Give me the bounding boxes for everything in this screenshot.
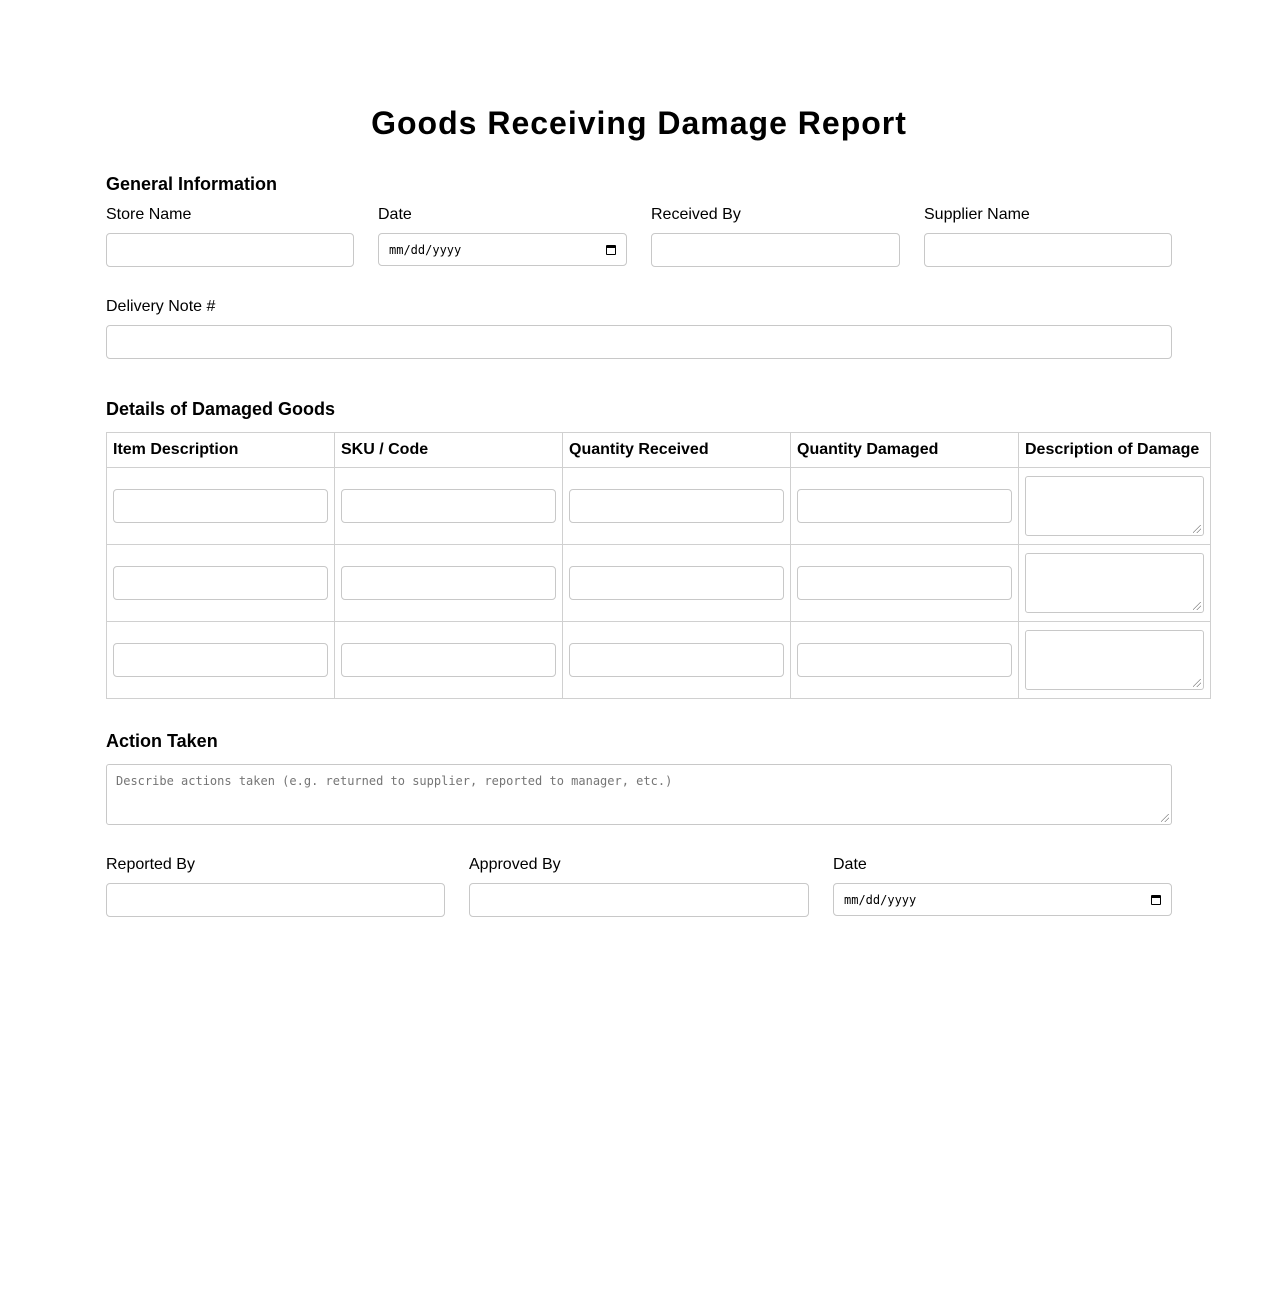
reported-by-field	[106, 855, 445, 875]
supplier-name-input[interactable]	[924, 233, 1172, 267]
store-name-field	[106, 205, 354, 225]
item-description-input[interactable]	[113, 566, 328, 600]
column-header-description-of-damage: Description of Damage	[1019, 433, 1211, 468]
delivery-note-field	[106, 297, 1172, 317]
table-cell	[791, 545, 1019, 622]
action-taken-placeholder: Describe actions taken (e.g. returned to supplier, reported to manager, etc.)	[116, 774, 673, 788]
table-cell	[563, 545, 791, 622]
calendar-icon[interactable]	[1151, 895, 1161, 905]
column-header-sku-code: SKU / Code	[335, 433, 563, 468]
reported-by-input[interactable]	[106, 883, 445, 917]
calendar-icon[interactable]	[606, 245, 616, 255]
table-row	[107, 545, 1211, 622]
table-cell	[335, 468, 563, 545]
damaged-goods-table	[106, 432, 1211, 699]
table-cell	[335, 545, 563, 622]
action-taken-heading: Action Taken	[106, 731, 218, 751]
table-cell	[563, 622, 791, 699]
approved-by-field	[469, 855, 809, 875]
store-name-label: Store Name	[106, 206, 192, 223]
store-name-input[interactable]	[106, 233, 354, 267]
received-by-label: Received By	[651, 206, 741, 223]
signoff-date-label: Date	[833, 856, 867, 873]
quantity-damaged-input[interactable]	[797, 489, 1012, 523]
table-cell	[1019, 468, 1211, 545]
date-label: Date	[378, 206, 412, 223]
column-header-item-description: Item Description	[107, 433, 335, 468]
damage-description-textarea[interactable]	[1025, 630, 1204, 690]
damaged-goods-heading: Details of Damaged Goods	[106, 399, 336, 419]
damage-description-textarea[interactable]	[1025, 553, 1204, 613]
item-description-input[interactable]	[113, 489, 328, 523]
quantity-received-input[interactable]	[569, 566, 784, 600]
action-taken-textarea[interactable]	[106, 764, 1172, 825]
quantity-damaged-input[interactable]	[797, 566, 1012, 600]
resize-grip-icon[interactable]	[1161, 814, 1169, 822]
signoff-date-placeholder: mm/dd/yyyy	[844, 892, 917, 907]
reported-by-label: Reported By	[106, 856, 195, 873]
table-cell	[335, 622, 563, 699]
delivery-note-input[interactable]	[106, 325, 1172, 359]
date-field	[378, 205, 627, 257]
table-row	[107, 622, 1211, 699]
table-cell	[563, 468, 791, 545]
table-cell	[1019, 622, 1211, 699]
table-cell	[107, 622, 335, 699]
supplier-name-field	[924, 205, 1172, 225]
delivery-note-label: Delivery Note #	[106, 298, 216, 315]
table-cell	[791, 622, 1019, 699]
resize-grip-icon[interactable]	[1193, 525, 1201, 533]
sku-code-input[interactable]	[341, 566, 556, 600]
damage-description-textarea[interactable]	[1025, 476, 1204, 536]
column-header-quantity-damaged: Quantity Damaged	[791, 433, 1019, 468]
column-header-quantity-received: Quantity Received	[563, 433, 791, 468]
table-cell	[107, 468, 335, 545]
table-row	[107, 468, 1211, 545]
supplier-name-label: Supplier Name	[924, 206, 1030, 223]
page-title: Goods Receiving Damage Report	[371, 105, 907, 141]
quantity-received-input[interactable]	[569, 643, 784, 677]
received-by-input[interactable]	[651, 233, 900, 267]
item-description-input[interactable]	[113, 643, 328, 677]
table-cell	[1019, 545, 1211, 622]
signoff-date-field	[833, 855, 1172, 907]
resize-grip-icon[interactable]	[1193, 602, 1201, 610]
signoff-date-input[interactable]	[833, 883, 1172, 916]
table-header-row	[107, 433, 1211, 468]
received-by-field	[651, 205, 900, 225]
sku-code-input[interactable]	[341, 643, 556, 677]
general-information-heading: General Information	[106, 174, 278, 194]
approved-by-label: Approved By	[469, 856, 561, 873]
date-placeholder: mm/dd/yyyy	[389, 242, 462, 257]
approved-by-input[interactable]	[469, 883, 809, 917]
quantity-received-input[interactable]	[569, 489, 784, 523]
table-cell	[791, 468, 1019, 545]
resize-grip-icon[interactable]	[1193, 679, 1201, 687]
quantity-damaged-input[interactable]	[797, 643, 1012, 677]
date-input[interactable]	[378, 233, 627, 266]
sku-code-input[interactable]	[341, 489, 556, 523]
table-cell	[107, 545, 335, 622]
